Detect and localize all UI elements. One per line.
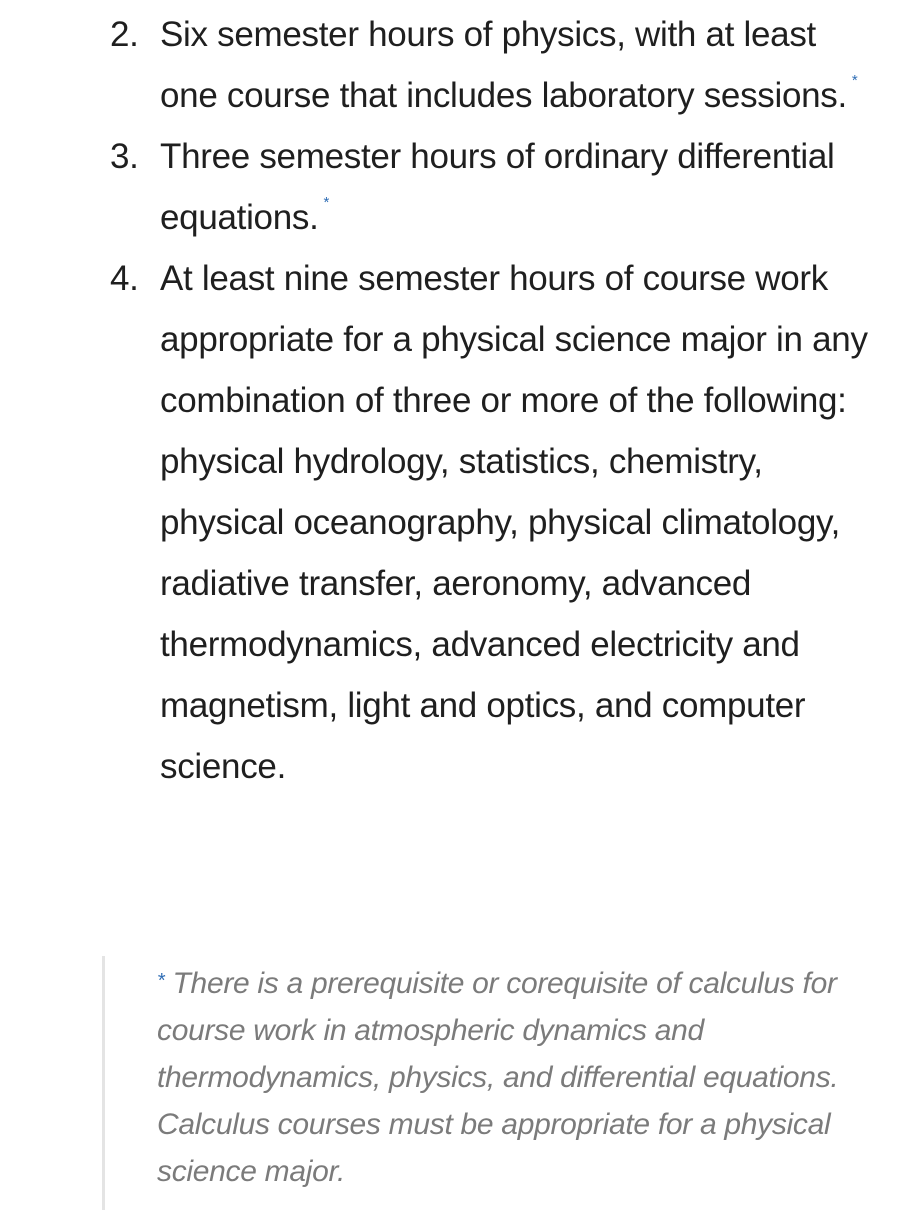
footnote-reference-marker[interactable]: *	[851, 72, 858, 89]
footnote-text: There is a prerequisite or corequisite of calculus for course work in atmospheric dynamics and thermodynamics, physics, and differential equations. Calculus courses must be appropriate for a physical science major.	[157, 967, 839, 1188]
requirement-text	[160, 15, 857, 115]
requirement-text-body: Six semester hours of physics, with at least one course that includes laboratory sessions.	[160, 15, 847, 115]
requirement-text-body: Three semester hours of ordinary differential equations.	[160, 137, 835, 237]
footnote-blockquote	[102, 956, 902, 1210]
footnote-reference-marker[interactable]: *	[323, 194, 330, 211]
requirement-item-4	[0, 248, 913, 797]
requirement-number: 3.	[110, 137, 139, 176]
requirement-text	[160, 137, 835, 237]
footnote-marker: *	[157, 970, 165, 992]
requirements-list	[0, 4, 913, 797]
requirement-item-2	[0, 4, 913, 126]
requirement-text-body: At least nine semester hours of course work appropriate for a physical science major in any combination of three or more of the following: physical hydrology, statistics, chemistry, physical oceanography, physical climatology, radiative transfer, aeronomy, advanced thermodynamics, advanced electricity and magnetism, light and optics, and computer science.	[160, 259, 868, 786]
requirement-number: 2.	[110, 15, 139, 54]
requirement-number: 4.	[110, 259, 139, 298]
requirement-item-3	[0, 126, 913, 248]
requirement-text	[160, 259, 868, 786]
